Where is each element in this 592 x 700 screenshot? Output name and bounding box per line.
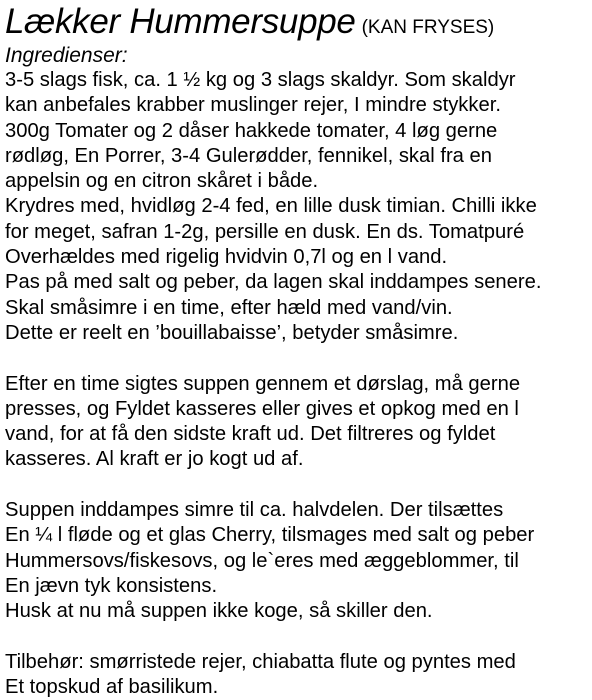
- recipe-body: [5, 68, 590, 700]
- text-line: En ¼ l fløde og et glas Cherry, tilsmages med salt og peber: [5, 524, 535, 547]
- text-line: rødløg, En Porrer, 3-4 Gulerødder, fennikel, skal fra en: [5, 144, 492, 167]
- text-line: Husk at nu må suppen ikke koge, så skiller den.: [5, 600, 433, 623]
- text-line: Tilbehør: smørristede rejer, chiabatta flute og pyntes med: [5, 650, 516, 673]
- text-line: for meget, safran 1-2g, persille en dusk. En ds. Tomatpuré: [5, 220, 525, 243]
- text-line: Et topskud af basilikum.: [5, 676, 219, 699]
- text-line: Overhældes med rigelig hvidvin 0,7l og en l vand.: [5, 246, 448, 269]
- text-line: Efter en time sigtes suppen gennem et dørslag, må gerne: [5, 372, 521, 395]
- text-line: kasseres. Al kraft er jo kogt ud af.: [5, 448, 304, 471]
- text-line: Pas på med salt og peber, da lagen skal inddampes senere.: [5, 271, 542, 294]
- text-line: appelsin og en citron skåret i både.: [5, 170, 319, 193]
- blank-line: [5, 473, 590, 498]
- title-row: [5, 0, 590, 44]
- text-line: 3-5 slags fisk, ca. 1 ½ kg og 3 slags skaldyr. Som skaldyr: [5, 69, 516, 91]
- text-line: Dette er reelt en ’bouillabaisse’, betyder småsimre.: [5, 321, 459, 344]
- text-line: Krydres med, hvidløg 2-4 fed, en lille dusk timian. Chilli ikke: [5, 195, 537, 218]
- recipe-title: Lækker Hummersuppe: [5, 2, 356, 41]
- text-line: Suppen inddampes simre til ca. halvdelen. Der tilsættes: [5, 499, 504, 522]
- text-line: presses, og Fyldet kasseres eller gives et opkog med en l: [5, 397, 519, 420]
- blank-line: [5, 625, 590, 650]
- recipe-subtitle: (KAN FRYSES): [361, 17, 495, 38]
- text-line: En jævn tyk konsistens.: [5, 574, 218, 597]
- text-line: Skal småsimre i en time, efter hæld med vand/vin.: [5, 296, 453, 319]
- ingredients-heading: Ingredienser:: [5, 44, 128, 67]
- text-line: vand, for at få den sidste kraft ud. Det filtreres og fyldet: [5, 423, 496, 446]
- text-line: 300g Tomater og 2 dåser hakkede tomater, 4 løg gerne: [5, 119, 498, 142]
- recipe-document: [5, 0, 590, 700]
- blank-line: [5, 346, 590, 371]
- text-line: Hummersovs/fiskesovs, og le`eres med æggeblommer, til: [5, 549, 519, 572]
- text-line: kan anbefales krabber muslinger rejer, I mindre stykker.: [5, 94, 501, 117]
